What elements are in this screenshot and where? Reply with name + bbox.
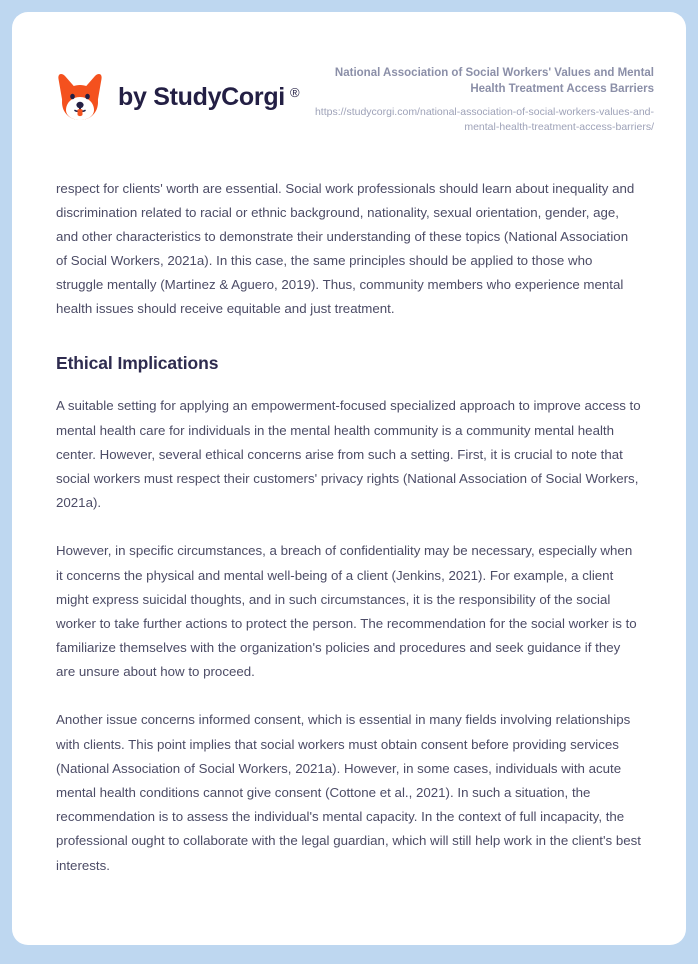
document-url[interactable]: https://studycorgi.com/national-association-of-social-workers-values-and-mental-health-treatment-access-barriers/ xyxy=(314,105,654,133)
document-title: National Association of Social Workers' Values and Mental Health Treatment Access Barriers xyxy=(334,67,654,95)
corgi-logo-icon xyxy=(56,72,104,122)
brand-wordmark xyxy=(118,82,300,111)
document-page xyxy=(12,12,686,945)
document-body xyxy=(12,177,686,878)
body-paragraph: Another issue concerns informed consent, which is essential in many fields involving relationships with clients. This point implies that social workers must obtain consent before providing services (National Association of Social Workers, 2021a). However, in some cases, individuals with acute mental health conditions cannot give consent (Cottone et al., 2021). In such a situation, the recommendation is to assess the individual's mental capacity. In the context of full incapacity, the professional ought to collaborate with the legal guardian, which will still help work in the client's best interests. xyxy=(56,712,641,873)
brand-logo[interactable] xyxy=(56,64,299,122)
section-heading: Ethical Implications xyxy=(56,352,219,373)
document-header xyxy=(12,12,686,135)
body-paragraph: A suitable setting for applying an empowerment-focused specialized approach to improve access to mental health care for individuals in the mental health community is a community mental health center. However, several ethical concerns arise from such a setting. First, it is crucial to note that social workers must respect their customers' privacy rights (National Association of Social Workers, 2021a). xyxy=(56,398,641,511)
registered-trademark-icon: ® xyxy=(289,84,300,100)
body-paragraph: However, in specific circumstances, a breach of confidentiality may be necessary, especially when it concerns the physical and mental well-being of a client (Jenkins, 2021). For example, a client might express suicidal thoughts, and in such circumstances, it is the responsibility of the social worker to take further actions to protect the person. The recommendation for the social worker is to familiarize themselves with the organization's policies and procedures and seek guidance if they are unsure about how to proceed. xyxy=(56,543,637,680)
header-meta xyxy=(314,64,654,135)
brand-wordmark-text: by StudyCorgi xyxy=(118,82,285,111)
body-paragraph: respect for clients' worth are essential. Social work professionals should learn about inequality and discrimination related to racial or ethnic background, nationality, sexual orientation, gender, age, and other characteristics to demonstrate their understanding of these topics (National Association of Social Workers, 2021a). In this case, the same principles should be applied to those who struggle mentally (Martinez & Aguero, 2019). Thus, community members who experience mental health issues should receive equitable and just treatment. xyxy=(56,180,635,317)
